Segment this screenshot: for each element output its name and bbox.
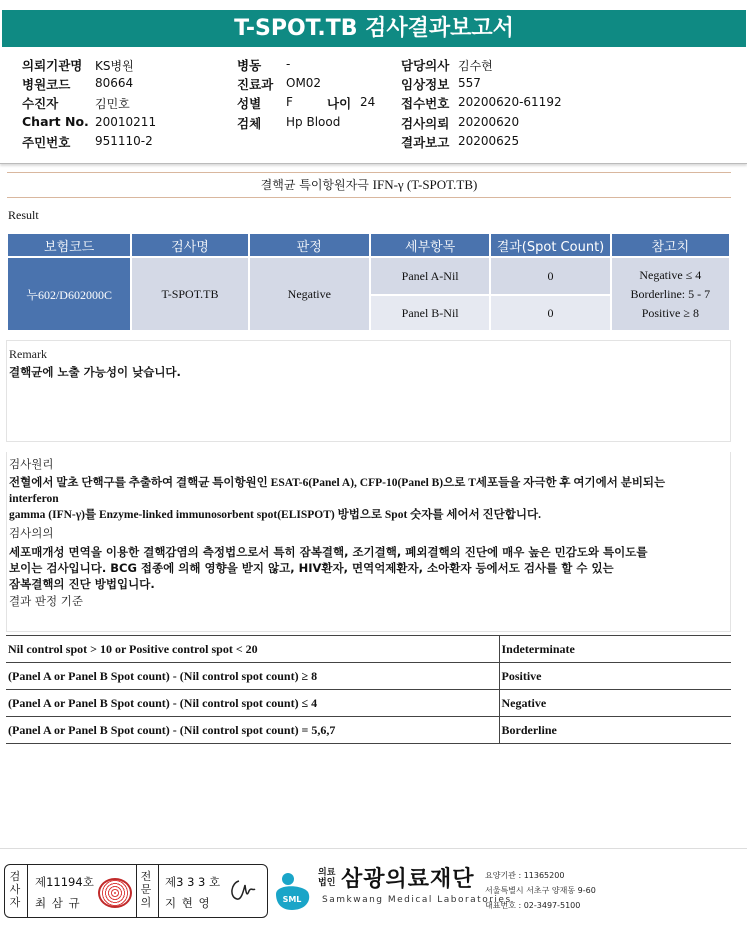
age-value: 24: [360, 95, 376, 109]
significance-label: 검사의의: [9, 526, 54, 540]
criteria-result: Negative: [499, 690, 731, 717]
sex-label: 성별: [237, 96, 262, 111]
panel-b-item: Panel B-Nil: [371, 296, 489, 330]
reference-positive: Positive ≥ 8: [641, 305, 699, 320]
org-provider-no: 요양기관 : 11365200: [485, 871, 565, 880]
hospital-code-value: 80664: [95, 76, 134, 90]
org-contact: [485, 868, 596, 913]
dept-value: OM02: [286, 76, 322, 90]
header-reference: 참고치: [612, 234, 729, 256]
org-address: 서울특별시 서초구 양재동 9-60: [485, 886, 596, 895]
header-result: 결과(Spot Count): [491, 234, 609, 256]
insurance-code: 누602/D602000C: [8, 258, 130, 330]
institution-value: KS병원: [95, 59, 134, 73]
report-date-value: 20200625: [458, 134, 520, 148]
sml-logo-icon: [272, 866, 312, 912]
org-name-ko: 삼광의료재단: [341, 867, 475, 892]
receipt-label: 접수번호: [401, 96, 450, 111]
report-date-label: 결과보고: [401, 135, 450, 150]
significance-line-1: 세포매개성 면역을 이용한 결핵감염의 측정법으로서 특히 잠복결핵, 조기결핵, 폐외결핵의 진단에 매우 높은 민감도와 특이도를: [9, 545, 648, 559]
dept-label: 진료과: [237, 77, 274, 92]
divider: [27, 865, 28, 917]
explanation-box: [6, 452, 731, 632]
panel-a-result: 0: [491, 258, 609, 294]
hospital-code-label: 병원코드: [22, 77, 71, 92]
header-code: 보험코드: [8, 234, 130, 256]
signature-box: [4, 864, 268, 918]
org-phone: 대표번호 : 02-3497-5100: [485, 901, 581, 910]
criteria-result: Borderline: [499, 717, 731, 744]
doctor-label: 담당의사: [401, 58, 450, 73]
specimen-label: 검체: [237, 116, 262, 131]
specialist-label: 전 문 의: [140, 870, 152, 909]
signature-icon: [225, 875, 261, 907]
subtitle-en: IFN-γ (T-SPOT.TB): [372, 177, 478, 192]
ward-label: 병동: [237, 58, 262, 73]
reference-negative: Negative ≤ 4: [639, 267, 702, 282]
panel-a-item: Panel A-Nil: [371, 258, 489, 294]
chart-label: Chart No.: [22, 114, 89, 129]
institution-label: 의뢰기관명: [22, 58, 83, 73]
ward-value: -: [286, 57, 291, 71]
criteria-condition: (Panel A or Panel B Spot count) - (Nil control spot count) ≥ 8: [6, 663, 499, 690]
report-title: T-SPOT.TB 검사결과보고서: [2, 10, 746, 47]
patient-info-panel: [0, 52, 747, 164]
remark-text: 결핵균에 노출 가능성이 낮습니다.: [9, 365, 181, 379]
criteria-table: [6, 635, 731, 744]
criteria-label: 결과 판정 기준: [9, 594, 83, 608]
org-type: 의료 법인: [318, 868, 336, 888]
header-test: 검사명: [132, 234, 247, 256]
org-name-en: Samkwang Medical Laboratories: [322, 895, 512, 905]
criteria-condition: (Panel A or Panel B Spot count) - (Nil control spot count) ≤ 4: [6, 690, 499, 717]
criteria-row: [6, 690, 731, 717]
sex-value: F: [286, 95, 293, 109]
patient-value: 김민호: [95, 97, 130, 111]
patient-label: 수진자: [22, 96, 59, 111]
specimen-value: Hp Blood: [286, 115, 341, 129]
chart-value: 20010211: [95, 115, 157, 129]
principle-line-1: 전혈에서 말초 단핵구를 추출하여 결핵균 특이항원인 ESAT-6(Panel A), CFP-10(Panel B)으로 T세포들을 자극한 후 여기에서 분비되는: [9, 477, 666, 489]
criteria-row: [6, 717, 731, 744]
remark-label: Remark: [9, 347, 47, 361]
specialist-number: 제3 3 3 호: [165, 875, 221, 889]
criteria-condition: Nil control spot > 10 or Positive control spot < 20: [6, 636, 499, 663]
header-item: 세부항목: [371, 234, 489, 256]
criteria-row: [6, 636, 731, 663]
significance-line-3: 잠복결핵의 진단 방법입니다.: [9, 577, 155, 591]
tester-name: 최 삼 규: [35, 896, 81, 910]
principle-line-3: gamma (IFN-γ)를 Enzyme-linked immunosorbent spot(ELISPOT) 방법으로 Spot 숫자를 세어서 진단합니다.: [9, 509, 541, 521]
criteria-row: [6, 663, 731, 690]
request-label: 검사의뢰: [401, 116, 450, 131]
principle-line-2: interferon: [9, 493, 59, 505]
logo-text: SML: [282, 895, 302, 904]
criteria-result: Indeterminate: [499, 636, 731, 663]
tester-number: 제11194호: [35, 875, 94, 889]
panel-b-result: 0: [491, 296, 609, 330]
subtitle-ko: 결핵균 특이항원자극: [260, 178, 369, 192]
significance-line-2: 보이는 검사입니다. BCG 접종에 의해 영향을 받지 않고, HIV환자, 면역억제환자, 소아환자 등에서도 검사를 할 수 있는: [9, 561, 614, 575]
tester-seal: [98, 878, 132, 908]
test-subtitle: [7, 172, 731, 198]
principle-label: 검사원리: [9, 457, 54, 471]
doctor-value: 김수현: [458, 59, 493, 73]
criteria-result: Positive: [499, 663, 731, 690]
age-label: 나이: [327, 96, 352, 111]
clinical-label: 임상정보: [401, 77, 450, 92]
reference-values: [612, 258, 729, 330]
result-table: [6, 232, 731, 332]
test-name: T-SPOT.TB: [132, 258, 247, 330]
remark-box: [6, 340, 731, 442]
receipt-value: 20200620-61192: [458, 95, 562, 109]
clinical-value: 557: [458, 76, 481, 90]
footer-divider: [0, 848, 747, 849]
tester-label: 검 사 자: [9, 870, 21, 909]
request-value: 20200620: [458, 115, 520, 129]
resident-value: 951110-2: [95, 134, 153, 148]
result-label: Result: [8, 208, 39, 222]
reference-borderline: Borderline: 5 - 7: [630, 286, 711, 301]
resident-label: 주민번호: [22, 135, 71, 150]
judgement-value: Negative: [250, 258, 369, 330]
divider: [158, 865, 159, 917]
criteria-condition: (Panel A or Panel B Spot count) - (Nil control spot count) = 5,6,7: [6, 717, 499, 744]
specialist-name: 지 현 영: [165, 896, 211, 910]
header-judgement: 판정: [250, 234, 369, 256]
